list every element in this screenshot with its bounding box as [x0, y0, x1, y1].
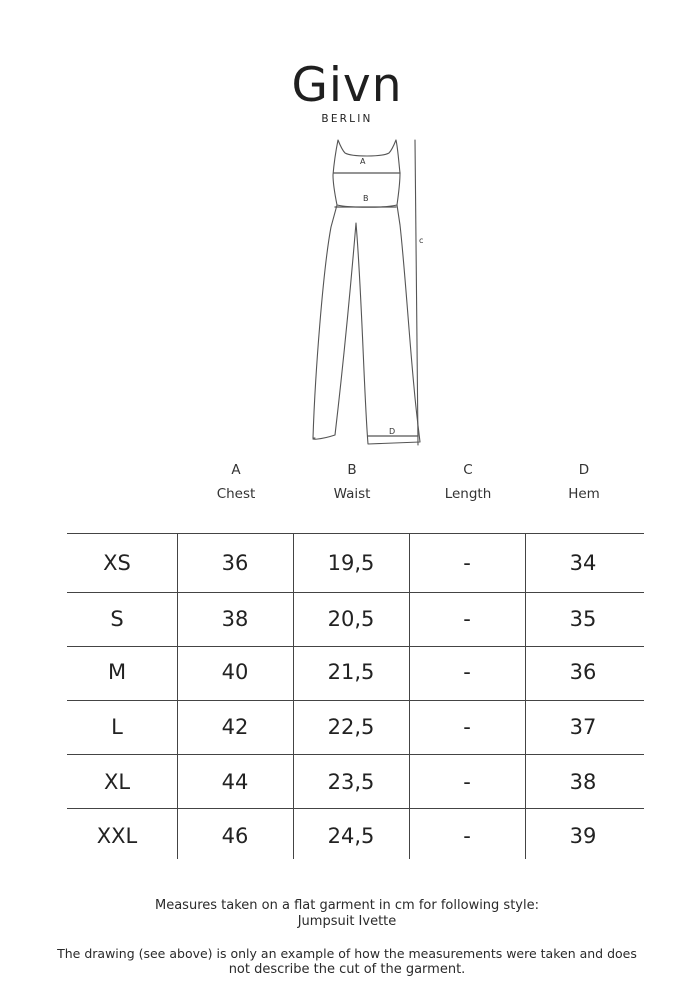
- size-label: M: [107, 660, 127, 684]
- column-divider: [525, 533, 526, 859]
- garment-outline: [313, 140, 420, 444]
- brand-logo: Givn: [291, 58, 403, 113]
- note-style-name: Jumpsuit Ivette: [297, 914, 397, 929]
- chest-value: 40: [221, 660, 249, 684]
- hem-value: 37: [569, 715, 597, 739]
- waist-value: 22,5: [327, 715, 375, 739]
- column-name-hem: Hem: [568, 486, 600, 502]
- length-value: -: [463, 551, 471, 575]
- waist-value: 20,5: [327, 607, 375, 631]
- chest-value: 44: [221, 770, 249, 794]
- column-divider: [293, 533, 294, 859]
- label-a: A: [360, 157, 366, 166]
- waist-value: 24,5: [327, 824, 375, 848]
- note-disclaimer-line1: The drawing (see above) is only an example of how the measurements were taken and does: [57, 946, 637, 961]
- length-value: -: [463, 824, 471, 848]
- length-value: -: [463, 607, 471, 631]
- note-measures: Measures taken on a flat garment in cm for following style:: [155, 898, 539, 913]
- column-letter-d: D: [578, 462, 590, 478]
- jumpsuit-measurement-drawing: [290, 135, 440, 450]
- chest-value: 46: [221, 824, 249, 848]
- label-c: c: [419, 236, 424, 245]
- column-name-waist: Waist: [333, 486, 371, 502]
- column-divider: [177, 533, 178, 859]
- column-letter-a: A: [231, 462, 241, 478]
- hem-value: 34: [569, 551, 597, 575]
- chest-value: 38: [221, 607, 249, 631]
- column-letter-b: B: [347, 462, 357, 478]
- size-label: L: [111, 715, 123, 739]
- waist-value: 21,5: [327, 660, 375, 684]
- waist-value: 23,5: [327, 770, 375, 794]
- size-label: S: [110, 607, 124, 631]
- brand-city: BERLIN: [321, 113, 373, 125]
- label-b: B: [363, 194, 369, 203]
- waist-value: 19,5: [327, 551, 375, 575]
- length-value: -: [463, 715, 471, 739]
- column-divider: [409, 533, 410, 859]
- hem-value: 36: [569, 660, 597, 684]
- length-value: -: [463, 770, 471, 794]
- length-value: -: [463, 660, 471, 684]
- hem-value: 38: [569, 770, 597, 794]
- chest-value: 36: [221, 551, 249, 575]
- hem-value: 39: [569, 824, 597, 848]
- size-label: XL: [103, 770, 131, 794]
- column-name-length: Length: [444, 486, 492, 502]
- note-disclaimer-line2: not describe the cut of the garment.: [228, 962, 466, 977]
- hem-value: 35: [569, 607, 597, 631]
- chest-value: 42: [221, 715, 249, 739]
- column-name-chest: Chest: [216, 486, 256, 502]
- size-label: XXL: [96, 824, 138, 848]
- label-d: D: [389, 427, 396, 436]
- column-letter-c: C: [463, 462, 473, 478]
- size-label: XS: [103, 551, 131, 575]
